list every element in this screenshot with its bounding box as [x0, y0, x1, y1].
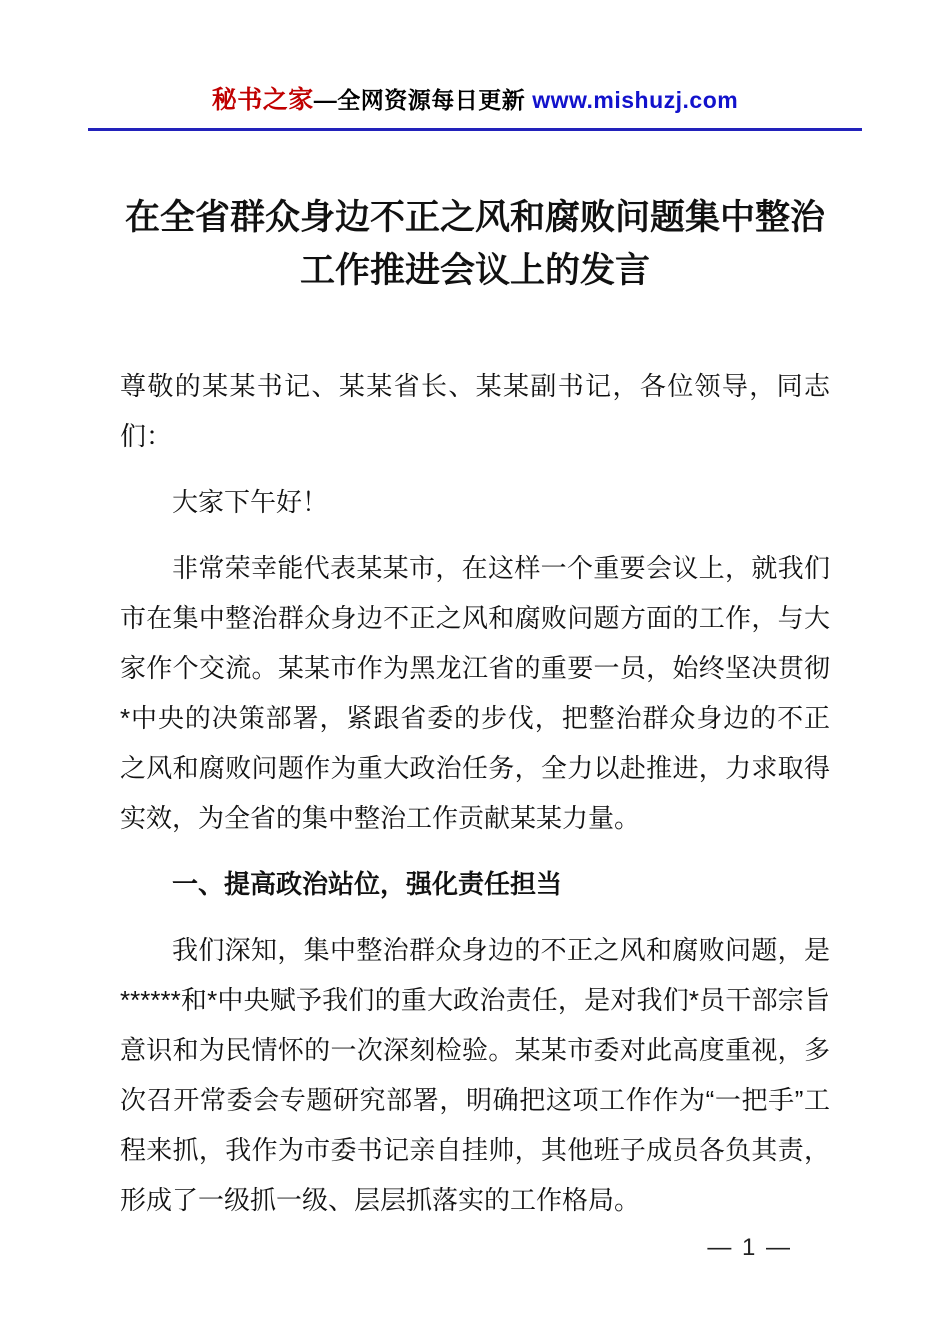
site-header-text: [88, 80, 862, 116]
site-url: www.mishuzj.com: [532, 87, 739, 113]
document-title: 在全省群众身边不正之风和腐败问题集中整治工作推进会议上的发言: [124, 198, 825, 290]
paragraph-salutation: 尊敬的某某书记、某某省长、某某副书记，各位领导，同志们：: [120, 371, 830, 451]
document-body: [120, 361, 830, 1225]
site-brand: 秘书之家: [211, 86, 314, 114]
header-divider: [88, 128, 862, 131]
paragraph-section1-body: 我们深知，集中整治群众身边的不正之风和腐败问题，是******和*中央赋予我们的重大政治责任，是对我们*员干部宗旨意识和为民情怀的一次深刻检验。某某市委对此高度重视，多次召开常委会专题研究部署，明确把这项工作作为“一把手”工程来抓，我作为市委书记亲自挂帅，其他班子成员各负其责，形成了一级抓一级、层层抓落实的工作格局。: [120, 935, 830, 1215]
document-content: [120, 191, 830, 1225]
section-heading-1: 一、提高政治站位，强化责任担当: [172, 869, 563, 899]
paragraph-greeting: 大家下午好！: [172, 487, 329, 517]
site-tagline: —全网资源每日更新: [313, 87, 533, 113]
page-number: — 1 —: [707, 1234, 792, 1261]
paragraph-intro: 非常荣幸能代表某某市，在这样一个重要会议上，就我们市在集中整治群众身边不正之风和腐败问题方面的工作，与大家作个交流。某某市作为黑龙江省的重要一员，始终坚决贯彻*中央的决策部署，紧跟省委的步伐，把整治群众身边的不正之风和腐败问题作为重大政治任务，全力以赴推进，力求取得实效，为全省的集中整治工作贡献某某力量。: [120, 553, 830, 833]
site-header: [88, 80, 862, 131]
